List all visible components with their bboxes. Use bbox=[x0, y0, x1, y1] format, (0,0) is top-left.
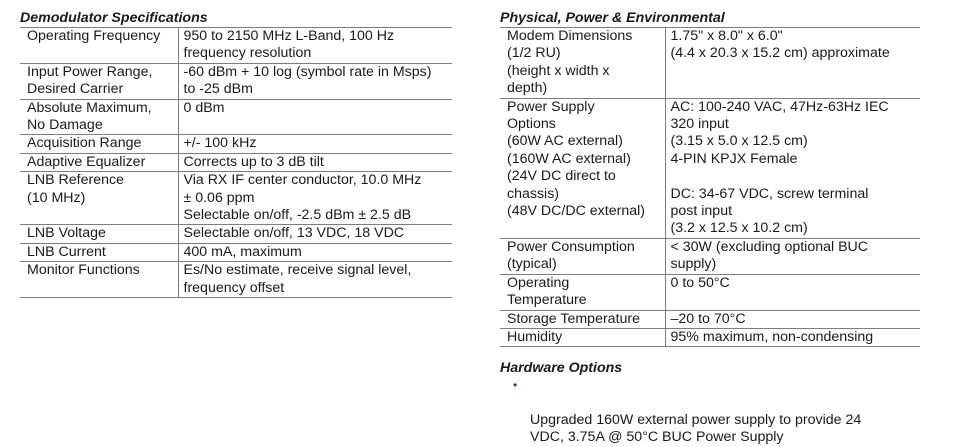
spec-label: Power Supply Options (60W AC external) (160W AC external) (24V DC direct to chassis) (48V DC/DC external) bbox=[500, 98, 665, 238]
spec-value: 400 mA, maximum bbox=[178, 243, 452, 261]
spec-label: Power Consumption (typical) bbox=[500, 238, 665, 274]
physical-section bbox=[500, 10, 920, 347]
spec-value: –20 to 70°C bbox=[665, 310, 920, 328]
demodulator-spec-table bbox=[20, 27, 452, 298]
spec-label: Adaptive Equalizer bbox=[20, 153, 178, 171]
spec-label: Monitor Functions bbox=[20, 262, 178, 298]
hardware-heading: Hardware Options bbox=[500, 360, 623, 376]
spec-value: Corrects up to 3 dB tilt bbox=[178, 153, 452, 171]
spec-value: Via RX IF center conductor, 10.0 MHz ± 0.06 ppm Selectable on/off, -2.5 dBm ± 2.5 dB bbox=[178, 172, 452, 225]
spec-value: +/- 100 kHz bbox=[178, 135, 452, 153]
spec-value: 0 to 50°C bbox=[665, 274, 920, 310]
spec-value: Es/No estimate, receive signal level, frequency offset bbox=[178, 262, 452, 298]
demodulator-section bbox=[20, 10, 452, 298]
demodulator-heading: Demodulator Specifications bbox=[20, 10, 208, 26]
spec-label: LNB Current bbox=[20, 243, 178, 261]
spec-label: Acquisition Range bbox=[20, 135, 178, 153]
table-row bbox=[20, 262, 452, 298]
list-item bbox=[500, 377, 920, 447]
spec-label: LNB Reference (10 MHz) bbox=[20, 172, 178, 225]
bullet-icon: • bbox=[513, 378, 518, 392]
spec-label: Humidity bbox=[500, 328, 665, 346]
spec-value: 0 dBm bbox=[178, 99, 452, 135]
table-row bbox=[20, 153, 452, 171]
spec-value: 95% maximum, non-condensing bbox=[665, 328, 920, 346]
physical-spec-table bbox=[500, 27, 920, 347]
table-row bbox=[20, 243, 452, 261]
spec-value: Selectable on/off, 13 VDC, 18 VDC bbox=[178, 225, 452, 243]
spec-value: < 30W (excluding optional BUC supply) bbox=[665, 238, 920, 274]
table-row bbox=[500, 274, 920, 310]
spec-label: Storage Temperature bbox=[500, 310, 665, 328]
table-row bbox=[500, 98, 920, 238]
table-row bbox=[20, 99, 452, 135]
physical-heading: Physical, Power & Environmental bbox=[500, 10, 725, 26]
hardware-option-text: Upgraded 160W external power supply to provide 24 VDC, 3.75A @ 50°C BUC Power Supply bbox=[530, 411, 862, 446]
spec-value: -60 dBm + 10 log (symbol rate in Msps) to -25 dBm bbox=[178, 63, 452, 99]
table-row bbox=[500, 28, 920, 99]
table-row bbox=[20, 63, 452, 99]
table-row bbox=[500, 328, 920, 346]
spec-label: Input Power Range, Desired Carrier bbox=[20, 63, 178, 99]
hardware-options-list bbox=[500, 377, 920, 447]
spec-value: 950 to 2150 MHz L-Band, 100 Hz frequency resolution bbox=[178, 28, 452, 64]
spec-label: Operating Frequency bbox=[20, 28, 178, 64]
spec-label: Modem Dimensions (1/2 RU) (height x width x depth) bbox=[500, 28, 665, 99]
table-row bbox=[20, 225, 452, 243]
spec-label: Operating Temperature bbox=[500, 274, 665, 310]
table-row bbox=[500, 238, 920, 274]
spec-label: LNB Voltage bbox=[20, 225, 178, 243]
table-row bbox=[500, 310, 920, 328]
spec-value: 1.75" x 8.0" x 6.0" (4.4 x 20.3 x 15.2 cm) approximate bbox=[665, 28, 920, 99]
table-row bbox=[20, 172, 452, 225]
spec-value: AC: 100-240 VAC, 47Hz-63Hz IEC 320 input (3.15 x 5.0 x 12.5 cm) 4-PIN KPJX Female DC: 34-67 VDC, screw terminal post input (3.2 x 12.5 x 10.2 cm) bbox=[665, 98, 920, 238]
table-row bbox=[20, 28, 452, 64]
spec-label: Absolute Maximum, No Damage bbox=[20, 99, 178, 135]
hardware-section bbox=[500, 360, 920, 447]
table-row bbox=[20, 135, 452, 153]
